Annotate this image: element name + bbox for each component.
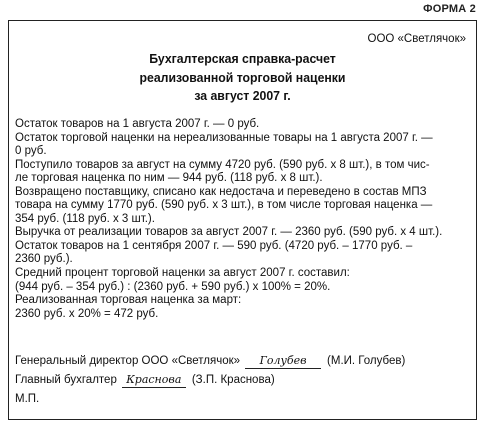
- body-line: 2360 руб.).: [15, 253, 73, 266]
- body-line: товара на сумму 1770 руб. (590 руб. х 3 шт.), в том числе торговая наценка —: [15, 199, 433, 212]
- body-line: Поступило товаров за август на сумму 4720 руб. (590 руб. х 8 шт.), в том чис-: [15, 158, 430, 171]
- accountant-signature: Краснова: [122, 374, 186, 388]
- title-line: за август 2007 г.: [194, 88, 291, 103]
- body-line: Возвращено поставщику, списано как недостача и переведено в состав МПЗ: [15, 185, 427, 198]
- director-name: (М.И. Голубев): [327, 355, 406, 367]
- form-number-label: ФОРМА 2: [423, 3, 476, 15]
- director-signature-row: [15, 355, 471, 374]
- body-line: 2360 руб. х 20% = 472 руб.: [15, 307, 159, 320]
- body-line: ле торговая наценка по ним — 944 руб. (118 руб. х 8 шт.).: [15, 172, 323, 185]
- body-line: Остаток торговой наценки на нереализованные товары на 1 августа 2007 г. —: [15, 131, 433, 144]
- title-line: реализованной торговой наценки: [139, 69, 346, 85]
- document-title: [25, 50, 459, 106]
- accountant-label: Главный бухгалтер: [15, 374, 117, 386]
- title-line: Бухгалтерская справка-расчет: [149, 51, 336, 66]
- body-line: Средний процент торговой наценки за август 2007 г. составил:: [15, 267, 350, 280]
- body-line: (944 руб. – 354 руб.) : (2360 руб. + 590 руб.) х 100% = 20%.: [15, 280, 331, 293]
- stamp-row: [15, 393, 471, 412]
- stamp-label: М.П.: [15, 393, 40, 405]
- director-signature: Голубев: [245, 355, 321, 369]
- body-line: Остаток товаров на 1 августа 2007 г. — 0 руб.: [15, 118, 260, 130]
- company-name: ООО «Светлячок»: [367, 33, 466, 45]
- document-body: [15, 118, 471, 321]
- accountant-signature-row: [15, 374, 471, 393]
- body-line: Остаток товаров на 1 сентября 2007 г. — 590 руб. (4720 руб. – 1770 руб. –: [15, 239, 413, 252]
- document-frame: [8, 20, 477, 420]
- body-line: 354 руб. (118 руб. х 3 шт.).: [15, 212, 155, 225]
- accountant-name: (З.П. Краснова): [191, 374, 275, 386]
- body-line: 0 руб.: [15, 145, 47, 158]
- director-label: Генеральный директор ООО «Светлячок»: [15, 355, 241, 367]
- body-line: Реализованная торговая наценка за март:: [15, 294, 242, 307]
- body-line: Выручка от реализации товаров за август 2007 г. — 2360 руб. (590 руб. х 4 шт.).: [15, 226, 443, 239]
- signature-block: [15, 355, 471, 412]
